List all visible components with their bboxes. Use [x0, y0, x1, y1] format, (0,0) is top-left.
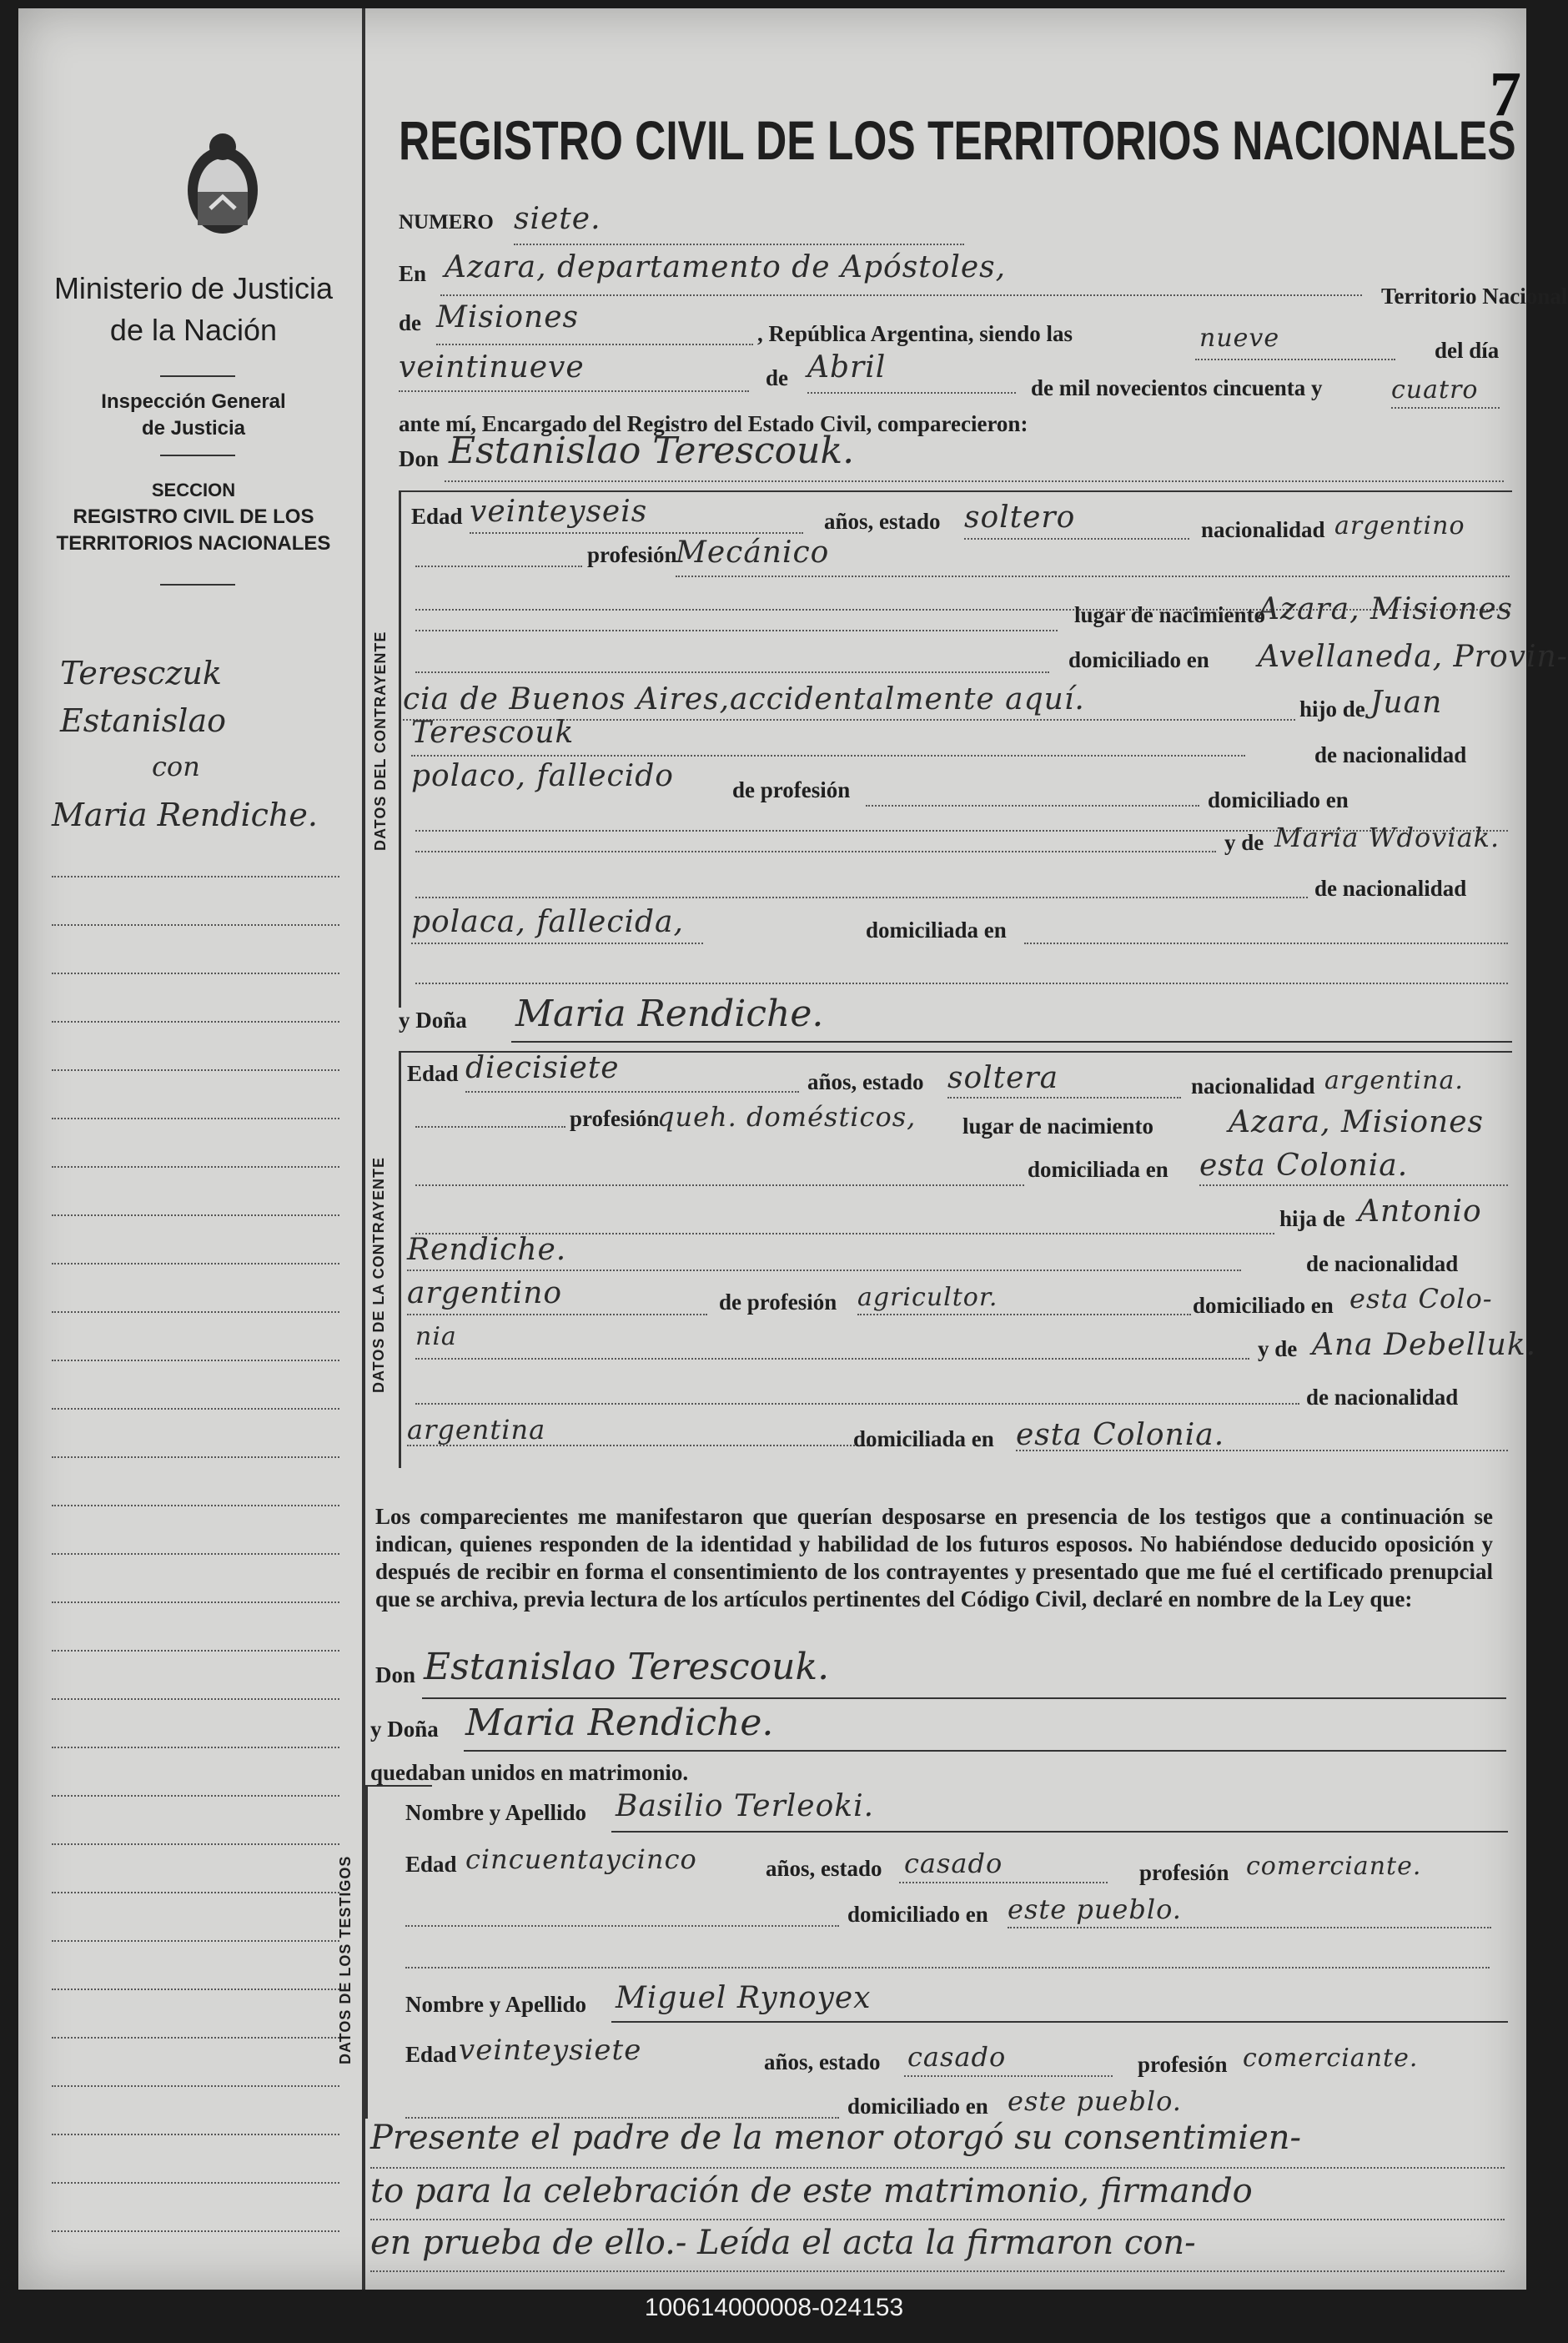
bride-mother-dom-value: esta Colonia.	[1016, 1418, 1225, 1452]
document-page	[18, 8, 1568, 2290]
declaration-don-label: Don	[375, 1662, 416, 1687]
numero-value: siete.	[514, 202, 601, 236]
sidebar-ruled-line	[52, 876, 339, 877]
domiciliada-label: domiciliada en	[1028, 1157, 1168, 1182]
place-value: Azara, departamento de Apóstoles,	[445, 250, 1007, 284]
groom-lugar-value: Azara, Misiones	[1258, 592, 1513, 626]
groom-profesion-value: Mecánico	[676, 535, 830, 570]
dotted-line	[411, 755, 1245, 757]
w1-profesion-value: comerciante.	[1246, 1852, 1422, 1881]
w2-domiciliado-label: domiciliado en	[847, 2094, 988, 2119]
w1-anos-label: años, estado	[766, 1856, 882, 1881]
bride-father-value-1: Antonio	[1358, 1194, 1482, 1229]
w2-name-line	[611, 2021, 1508, 2023]
w2-edad-value: veinteysiete	[459, 2034, 642, 2067]
hour-value: nueve	[1199, 324, 1280, 353]
dotted-line	[1008, 1927, 1491, 1928]
de-nacionalidad-label: de nacionalidad	[1306, 1251, 1459, 1276]
bride-father-dom-value-1: esta Colo-	[1349, 1283, 1493, 1315]
witnesses-section-label: DATOS DE LOS TESTIGOS	[337, 1855, 354, 2064]
dotted-line	[807, 392, 1016, 394]
sidebar-ruled-line	[52, 1118, 339, 1119]
dotted-line	[904, 2075, 1113, 2077]
groom-nacionalidad-value: argentino	[1334, 511, 1465, 540]
dotted-line	[899, 1882, 1108, 1883]
domiciliada-label: domiciliada en	[866, 918, 1007, 943]
dotted-line	[415, 1126, 565, 1128]
dotted-line	[407, 1270, 1241, 1271]
dotted-line	[411, 943, 703, 944]
w2-estado-value: casado	[907, 2041, 1007, 2073]
w1-name: Basilio Terleoki.	[616, 1789, 875, 1823]
section-line-1: SECCION	[151, 480, 236, 500]
groom-mother-value: Maria Wdoviak.	[1274, 822, 1500, 853]
bride-edad-value: diecisiete	[465, 1051, 620, 1085]
w2-profesion-label: profesión	[1138, 2052, 1228, 2077]
bride-lugar-value: Azara, Misiones	[1229, 1105, 1484, 1139]
form-title: REGISTRO CIVIL DE LOS TERRITORIOS NACIONALES	[399, 109, 1516, 171]
sidebar-ruled-line	[52, 1698, 339, 1700]
bride-father-prof-value: agricultor.	[857, 1283, 998, 1312]
declaration-groom-line	[422, 1697, 1506, 1699]
w1-edad-label: Edad	[405, 1852, 457, 1877]
anos-label: años, estado	[824, 509, 941, 534]
en-label: En	[399, 261, 427, 286]
bride-nacionalidad-value: argentina.	[1324, 1066, 1464, 1095]
territorio-label: Territorio Nacional	[1381, 284, 1568, 309]
section-top-line	[399, 490, 1512, 492]
republica-label: , República Argentina, siendo las	[757, 321, 1073, 346]
bride-name: Maria Rendiche.	[515, 993, 824, 1035]
closing-note-line-1: Presente el padre de la menor otorgó su consentimien-	[370, 2119, 1302, 2157]
sidebar-ruled-line	[52, 2182, 339, 2184]
dotted-line	[866, 805, 1199, 807]
w1-estado-value: casado	[904, 1848, 1003, 1879]
bride-name-line	[511, 1041, 1512, 1043]
sidebar-ruled-line	[52, 1021, 339, 1023]
de-label: de	[399, 310, 421, 335]
dotted-line	[415, 851, 1216, 852]
sidebar-ruled-line	[52, 1311, 339, 1313]
dotted-line	[370, 2167, 1505, 2169]
sidebar-ruled-line	[52, 1360, 339, 1361]
divider	[160, 584, 235, 586]
section-bracket	[399, 1051, 401, 1468]
dotted-line	[370, 2219, 1505, 2220]
w1-domicilio-value: este pueblo.	[1008, 1893, 1182, 1925]
divider	[160, 455, 235, 456]
dotted-line	[514, 244, 964, 245]
dotted-line	[1024, 943, 1508, 944]
w1-name-line	[611, 1831, 1508, 1833]
w1-nombre-label: Nombre y Apellido	[405, 1800, 587, 1825]
sidebar-ruled-line	[52, 1408, 339, 1410]
dotted-line	[436, 344, 753, 345]
closing-note-line-2: to para la celebración de este matrimonio, firmando	[370, 2172, 1253, 2210]
anos-label: años, estado	[807, 1069, 924, 1094]
groom-edad-value: veinteyseis	[470, 495, 648, 529]
y-dona-label: y Doña	[399, 1008, 467, 1033]
de-nacionalidad-label-2: de nacionalidad	[1306, 1385, 1459, 1410]
dotted-line	[857, 1314, 1191, 1315]
dotted-line	[405, 1967, 1490, 1968]
sidebar-ruled-line	[52, 973, 339, 974]
footer-code: 100614000008-024153	[644, 2294, 904, 2321]
groom-domicilio-value-1: Avellaneda, Provin-	[1258, 640, 1568, 674]
dotted-line	[1195, 359, 1395, 360]
section-bracket	[399, 490, 401, 1008]
day-value: veintinueve	[399, 350, 585, 385]
y-de-label: y de	[1224, 830, 1264, 855]
w2-nombre-label: Nombre y Apellido	[405, 1992, 587, 2017]
ministry-line-1: Ministerio de Justicia	[53, 271, 334, 305]
sidebar-ruled-line	[52, 1263, 339, 1265]
page-number: 7	[1490, 59, 1521, 129]
w2-edad-label: Edad	[405, 2042, 457, 2067]
de-profesion-label: de profesión	[719, 1290, 837, 1315]
divider	[160, 375, 235, 377]
bride-mother-nat-value: argentina	[407, 1414, 546, 1446]
dotted-line	[1016, 1450, 1508, 1451]
inspection-line-2: de Justicia	[141, 417, 246, 440]
de-profesion-label: de profesión	[732, 777, 851, 802]
sidebar-ruled-line	[52, 1843, 339, 1845]
w2-domicilio-value: este pueblo.	[1008, 2085, 1182, 2117]
y-de-label: y de	[1258, 1336, 1298, 1361]
nacionalidad-label: nacionalidad	[1201, 517, 1325, 542]
sidebar-ruled-line	[52, 1601, 339, 1603]
section-line-3: TERRITORIOS NACIONALES	[56, 532, 331, 555]
bride-domicilio-value: esta Colonia.	[1199, 1149, 1409, 1183]
de-nacionalidad-label: de nacionalidad	[1314, 742, 1467, 767]
declaration-bride-name: Maria Rendiche.	[465, 1702, 774, 1744]
sidebar-ruled-line	[52, 1940, 339, 1942]
sidebar-ruled-line	[52, 1069, 339, 1071]
sidebar-ruled-line	[52, 1892, 339, 1893]
dotted-line	[1199, 1184, 1508, 1186]
dotted-line	[465, 1091, 799, 1093]
declaration-y-dona-label: y Doña	[370, 1717, 439, 1742]
groom-mother-nat-value: polaca, fallecida,	[411, 905, 684, 939]
coat-of-arms-icon	[177, 125, 269, 242]
sidebar-ruled-line	[52, 1214, 339, 1216]
bride-father-dom-value-2: nia	[415, 1322, 457, 1351]
sidebar-ruled-line	[52, 1795, 339, 1797]
declaration-groom-name: Estanislao Terescouk.	[424, 1646, 830, 1688]
domiciliada-label-2: domiciliada en	[853, 1426, 994, 1451]
sidebar-ruled-line	[52, 1456, 339, 1458]
declaration-text: Los comparecientes me manifestaron que querían desposarse en presencia de los testigos que a continuación se indican, quienes responden de la identidad y habilidad de los futuros esposos. No habiéndose deducido oposición y después de recibir en forma el consentimiento de los contrayentes y presentado que me fué el certificado prenupcial que se archiva, previa lectura de los artículos pertinentes del Código Civil, declaré en nombre de la Ley que:	[375, 1504, 1493, 1611]
nacionalidad-label: nacionalidad	[1191, 1073, 1315, 1099]
sidebar-ruled-line	[52, 924, 339, 926]
dotted-line	[947, 1097, 1181, 1099]
sidebar-ruled-line	[52, 2037, 339, 2039]
mil-label: de mil novecientos cincuenta y	[1031, 375, 1323, 400]
dotted-line	[415, 566, 582, 567]
dotted-line	[470, 532, 803, 534]
dotted-line	[445, 480, 1504, 482]
domiciliado-label-2: domiciliado en	[1208, 787, 1349, 812]
de-label-2: de	[766, 365, 788, 390]
section-bracket	[365, 1785, 368, 2119]
hijo-label: hijo de	[1299, 696, 1365, 722]
dotted-line	[407, 1445, 874, 1446]
dotted-line	[415, 671, 1049, 673]
dotted-line	[415, 983, 1508, 984]
groom-father-value-1: Juan	[1370, 686, 1443, 720]
ministry-line-2: de la Nación	[109, 313, 278, 347]
bride-estado-value: soltera	[947, 1061, 1059, 1095]
groom-father-value-2: Terescouk	[411, 716, 575, 750]
dotted-line	[407, 1314, 707, 1315]
sidebar-ruled-line	[52, 2134, 339, 2135]
section-line-2: REGISTRO CIVIL DE LOS	[73, 505, 314, 528]
edad-label: Edad	[411, 504, 463, 529]
w1-profesion-label: profesión	[1139, 1860, 1229, 1885]
w2-name: Miguel Rynoyex	[616, 1981, 872, 2015]
dotted-line	[676, 576, 1510, 577]
quedaban-label: quedaban unidos en matrimonio.	[370, 1760, 689, 1785]
form-body	[337, 8, 1568, 2290]
sidebar-ruled-line	[52, 2230, 339, 2232]
bride-section-label: DATOS DE LA CONTRAYENTE	[370, 1156, 387, 1393]
w1-edad-value: cincuentaycinco	[465, 1843, 697, 1875]
sidebar-ruled-line	[52, 1505, 339, 1506]
province-value: Misiones	[436, 300, 580, 334]
hija-label: hija de	[1279, 1206, 1345, 1231]
domiciliado-label: domiciliado en	[1068, 647, 1209, 672]
dotted-line	[415, 1403, 1299, 1405]
sidebar-ruled-line	[52, 1650, 339, 1652]
del-dia-label: del día	[1435, 338, 1500, 363]
lugar-label: lugar de nacimiento	[962, 1114, 1153, 1139]
domiciliado-label: domiciliado en	[1193, 1293, 1334, 1318]
edad-label: Edad	[407, 1061, 459, 1086]
sidebar	[18, 8, 365, 2290]
dotted-line	[370, 2270, 1505, 2272]
ante-label: ante mí, Encargado del Registro del Estado Civil, comparecieron:	[399, 411, 1028, 436]
month-value: Abril	[807, 350, 887, 385]
w1-domiciliado-label: domiciliado en	[847, 1902, 988, 1927]
groom-domicilio-value-2: cia de Buenos Aires,accidentalmente aquí.	[403, 682, 1085, 716]
bride-profesion-value: queh. domésticos,	[657, 1101, 917, 1133]
numero-label: NUMERO	[399, 211, 494, 234]
groom-estado-value: soltero	[964, 500, 1076, 535]
dotted-line	[415, 1358, 1249, 1360]
dotted-line	[964, 538, 1189, 540]
groom-father-nat-value: polaco, fallecido	[411, 759, 674, 793]
w2-profesion-value: comerciante.	[1243, 2044, 1419, 2073]
margin-note-line: Estanislao	[60, 702, 226, 739]
dotted-line	[1391, 407, 1500, 409]
margin-note-line: Maria Rendiche.	[52, 797, 318, 833]
groom-section-label: DATOS DEL CONTRAYENTE	[372, 631, 389, 851]
year-value: cuatro	[1391, 375, 1479, 405]
inspection-line-1: Inspección General	[101, 390, 286, 413]
closing-note-line-3: en prueba de ello.- Leída el acta la firmaron con-	[370, 2224, 1196, 2262]
bride-father-value-2: Rendiche.	[407, 1233, 567, 1267]
bride-mother-value: Ana Debelluk.	[1312, 1328, 1537, 1362]
margin-note-line: con	[152, 751, 200, 782]
lugar-label: lugar de nacimiento	[1074, 602, 1265, 627]
section-top-line	[365, 1785, 432, 1787]
sidebar-ruled-line	[52, 2085, 339, 2087]
dotted-line	[399, 390, 749, 392]
dotted-line	[415, 1184, 1024, 1186]
sidebar-ruled-line	[52, 1989, 339, 1990]
sidebar-ruled-line	[52, 1747, 339, 1748]
profesion-label: profesión	[570, 1106, 660, 1131]
dotted-line	[440, 294, 1362, 296]
sidebar-ruled-line	[52, 1553, 339, 1555]
dotted-line	[405, 1925, 839, 1927]
de-nacionalidad-label-2: de nacionalidad	[1314, 876, 1467, 901]
margin-note-line: Teresczuk	[60, 655, 222, 691]
profesion-label: profesión	[587, 542, 677, 567]
groom-name: Estanislao Terescouk.	[449, 430, 855, 472]
sidebar-ruled-line	[52, 1166, 339, 1168]
declaration-bride-line	[464, 1750, 1506, 1752]
don-label: Don	[399, 446, 440, 471]
w2-anos-label: años, estado	[764, 2049, 881, 2074]
bride-father-nat-value: argentino	[407, 1276, 563, 1310]
dotted-line	[415, 630, 1058, 631]
dotted-line	[415, 897, 1308, 898]
